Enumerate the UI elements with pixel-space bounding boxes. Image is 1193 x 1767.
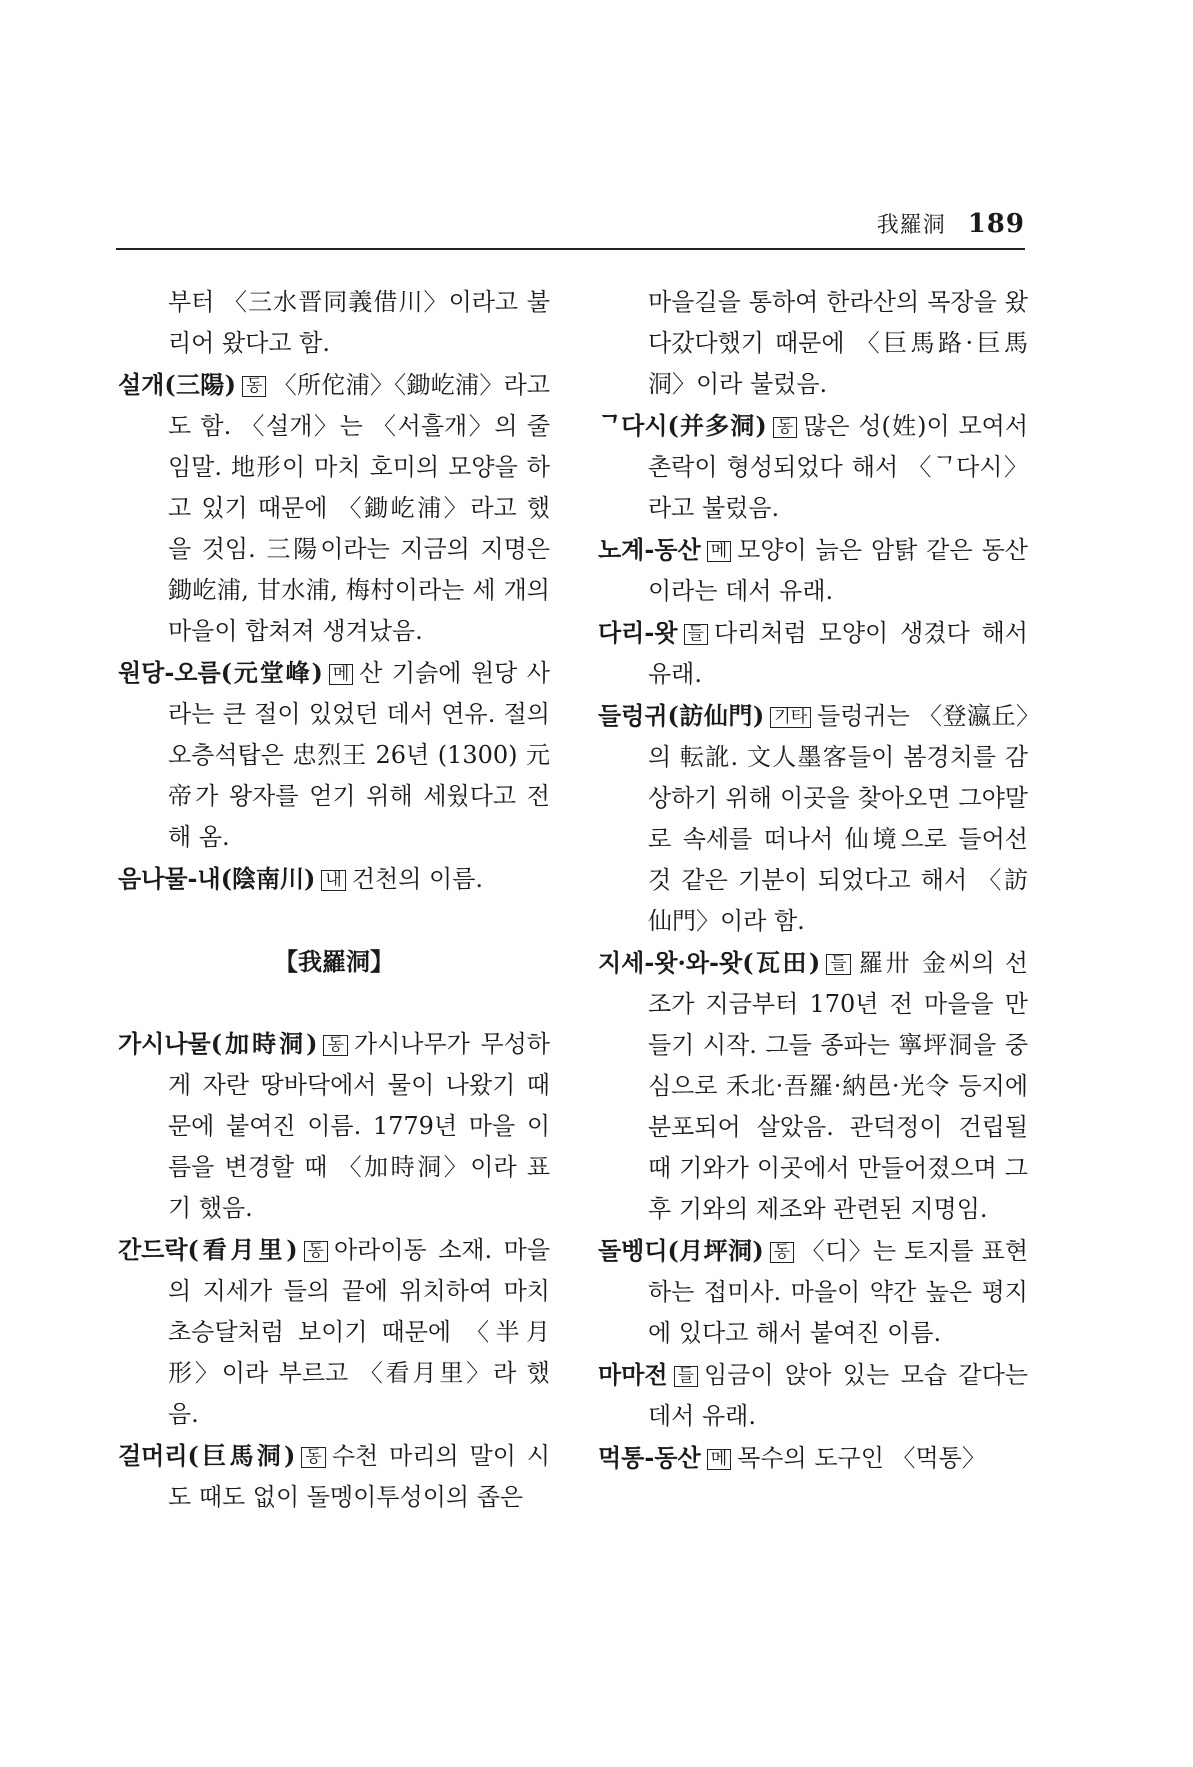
dictionary-entry [598,612,1028,695]
dictionary-entry [118,1023,550,1229]
left-column [118,282,550,1518]
left-entries-before [118,282,550,900]
entry-headword: 마마전 [598,1360,668,1389]
entry-text: 羅卅 金씨의 선조가 지금부터 170년 전 마을을 만들기 시작. 그들 종파는 寧坪洞을 중심으로 禾北·吾羅·納邑·光令 등지에 분포되어 살았음. 관덕정이 건립될 때 기와가 이곳에서 만들어졌으며 그 후 기와의 제조와 관련된 지명임. [648,949,1028,1223]
entry-headword: 음나물-내(陰南川) [118,864,316,893]
right-entries [598,282,1028,1479]
entry-headword: 돌벵디(月坪洞) [598,1236,764,1265]
dictionary-entry [598,529,1028,612]
right-column [598,282,1028,1479]
entry-headword: 간드락(看月里) [118,1235,298,1264]
entry-category-tag: 동 [323,1035,347,1056]
header-rule [116,248,1025,250]
dictionary-entry [598,942,1028,1230]
dictionary-entry [118,858,550,900]
entry-headword: 노계-동산 [598,535,701,564]
entry-text: 다리처럼 모양이 생겼다 해서 유래. [648,619,1028,688]
entry-text: 〈所佗浦〉〈鋤屹浦〉라고 도 함. 〈설개〉는 〈서흘개〉의 줄임말. 地形이 마치 호미의 모양을 하고 있기 때문에 〈鋤屹浦〉라고 했을 것임. 三陽이라는 지금의 지명은 鋤屹浦, 甘水浦, 梅村이라는 세 개의 마을이 합쳐져 생겨났음. [168,371,550,645]
dictionary-entry [118,652,550,858]
dictionary-entry [118,1435,550,1518]
dictionary-entry [598,282,1028,405]
entry-headword: 원당-오름(元堂峰) [118,658,323,687]
entry-headword: 지세-왓·와-왓(瓦田) [598,948,821,977]
entry-text: 마을길을 통하여 한라산의 목장을 왔다갔다했기 때문에 〈巨馬路·巨馬洞〉이라 불렀음. [648,288,1028,398]
entry-category-tag: 동 [773,417,797,438]
entry-text: 부터 〈三水晋同義借川〉이라고 불리어 왔다고 함. [168,288,550,357]
left-entries-after [118,1023,550,1518]
running-head [877,208,1025,239]
entry-headword: ᄀ다시(并多洞) [598,411,767,440]
dictionary-entry [598,1437,1028,1479]
entry-category-tag: 메 [707,1449,731,1470]
entry-category-tag: 들 [826,954,850,975]
entry-category-tag: 기타 [770,707,811,728]
entry-category-tag: 동 [304,1241,328,1262]
entry-headword: 먹통-동산 [598,1443,701,1472]
entry-category-tag: 들 [674,1366,698,1387]
dictionary-entry [598,1354,1028,1437]
entry-category-tag: 들 [684,624,708,645]
entry-headword: 들렁귀(訪仙門) [598,701,765,730]
entry-text: 들렁귀는 〈登瀛丘〉의 転訛. 文人墨客들이 봄경치를 감상하기 위해 이곳을 찾아오면 그야말로 속세를 떠나서 仙境으로 들어선 것 같은 기분이 되었다고 해서 〈訪仙門〉이라 함. [648,702,1028,935]
dictionary-entry [598,695,1028,942]
entry-category-tag: 메 [329,664,353,685]
entry-text: 〈디〉는 토지를 표현하는 접미사. 마을이 약간 높은 평지에 있다고 해서 붙여진 이름. [648,1237,1028,1347]
entry-text: 수천 마리의 말이 시도 때도 없이 돌멩이투성이의 좁은 [168,1442,551,1511]
entry-category-tag: 동 [242,376,266,397]
page-number: 189 [967,209,1025,239]
dictionary-entry [118,1229,550,1435]
entry-category-tag: 동 [770,1242,794,1263]
section-title: 【我羅洞】 [274,947,394,976]
dictionary-entry [118,364,550,652]
entry-headword: 걸머리(巨馬洞) [118,1441,296,1470]
entry-text: 모양이 늙은 암탉 같은 동산이라는 데서 유래. [648,536,1028,605]
entry-headword: 설개(三陽) [118,370,236,399]
entry-headword: 다리-왓 [598,618,678,647]
entry-headword: 가시나물(加時洞) [118,1029,318,1058]
entry-text: 건천의 이름. [351,865,484,893]
running-head-title: 我羅洞 [876,213,946,238]
entry-text: 가시나무가 무성하게 자란 땅바닥에서 물이 나왔기 때문에 붙여진 이름. 1779년 마을 이름을 변경할 때 〈加時洞〉이라 표기 했음. [168,1030,550,1222]
dictionary-entry [118,282,550,364]
entry-category-tag: 동 [301,1447,325,1468]
entry-text: 임금이 앉아 있는 모습 같다는 데서 유래. [648,1361,1028,1430]
entry-category-tag: 내 [321,870,345,891]
dictionary-entry [598,405,1028,529]
entry-category-tag: 메 [707,541,731,562]
entry-text: 목수의 도구인 〈먹통〉 [737,1444,986,1472]
entry-text: 아라이동 소재. 마을의 지세가 들의 끝에 위치하여 마치 초승달처럼 보이기 때문에 〈半月形〉이라 부르고 〈看月里〉라 했음. [168,1236,551,1428]
dictionary-entry [598,1230,1028,1354]
entry-text: 많은 성(姓)이 모여서 촌락이 형성되었다 해서 〈ᄀ다시〉라고 불렀음. [648,412,1028,522]
entry-text: 산 기슭에 원당 사라는 큰 절이 있었던 데서 연유. 절의 오층석탑은 忠烈王 26년 (1300) 元帝가 왕자를 얻기 위해 세웠다고 전해 옴. [168,659,550,851]
